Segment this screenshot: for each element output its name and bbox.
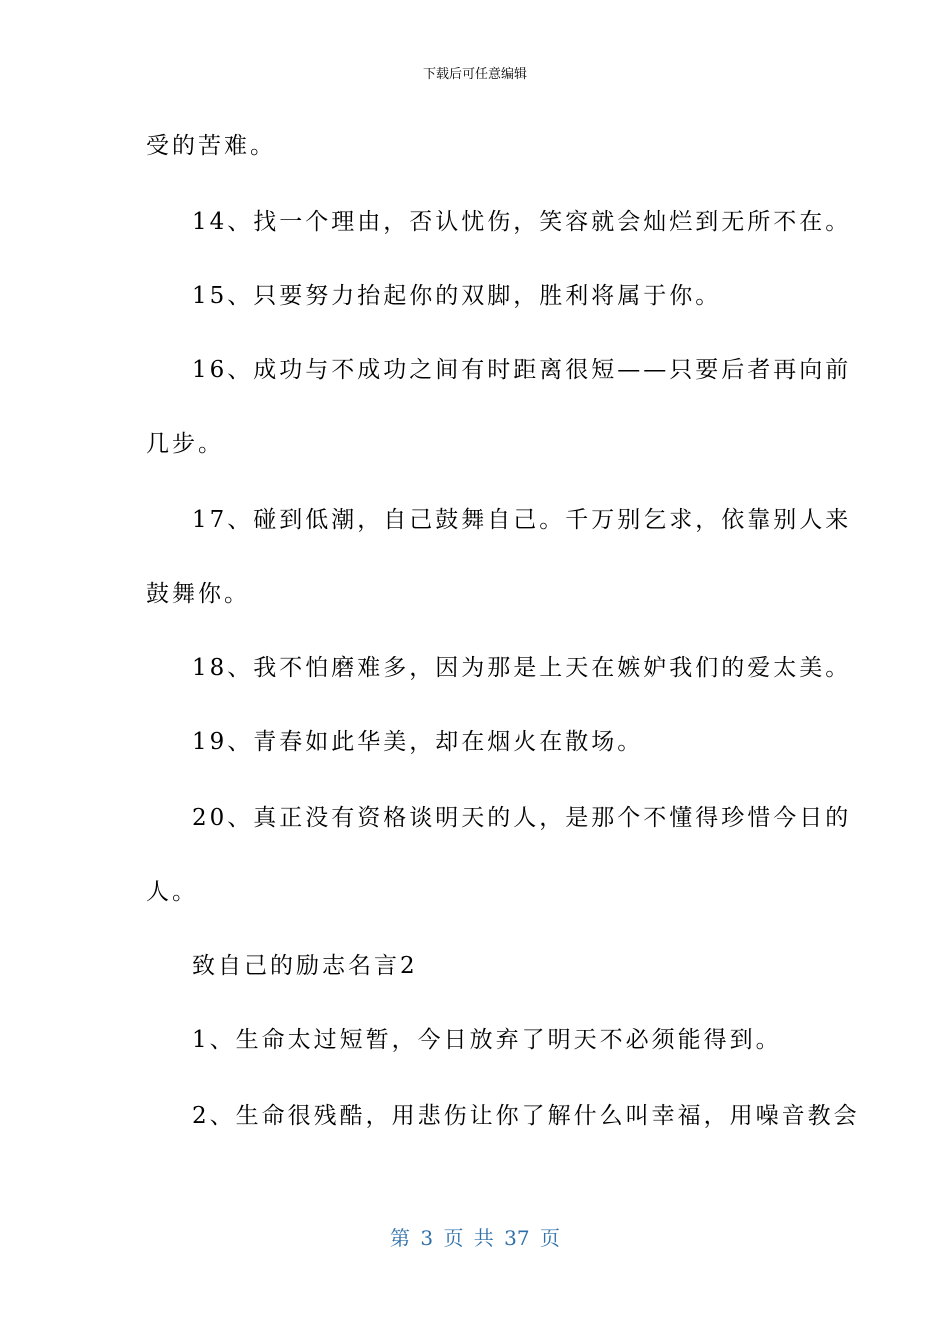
text-line: 1、生命太过短暂，今日放弃了明天不必须能得到。 [192, 1027, 782, 1053]
text-line: 18、我不怕磨难多，因为那是上天在嫉妒我们的爱太美。 [192, 655, 852, 681]
text-line: 2、生命很残酷，用悲伤让你了解什么叫幸福，用噪音教会 [192, 1103, 860, 1129]
text-line: 16、成功与不成功之间有时距离很短——只要后者再向前 [192, 357, 852, 383]
text-line: 几步。 [146, 431, 224, 457]
text-line: 14、找一个理由，否认忧伤，笑容就会灿烂到无所不在。 [192, 209, 852, 235]
text-line: 15、只要努力抬起你的双脚，胜利将属于你。 [192, 283, 722, 309]
text-line: 受的苦难。 [146, 133, 276, 159]
text-line: 鼓舞你。 [146, 581, 250, 607]
page-footer: 第 3 页 共 37 页 [390, 1226, 560, 1250]
text-line: 19、青春如此华美，却在烟火在散场。 [192, 729, 644, 755]
text-line: 20、真正没有资格谈明天的人，是那个不懂得珍惜今日的 [192, 805, 852, 831]
section-heading: 致自己的励志名言2 [192, 953, 418, 979]
page-header: 下载后可任意编辑 [422, 67, 527, 82]
text-line: 17、碰到低潮，自己鼓舞自己。千万别乞求，依靠别人来 [192, 507, 852, 533]
text-line: 人。 [146, 879, 198, 905]
